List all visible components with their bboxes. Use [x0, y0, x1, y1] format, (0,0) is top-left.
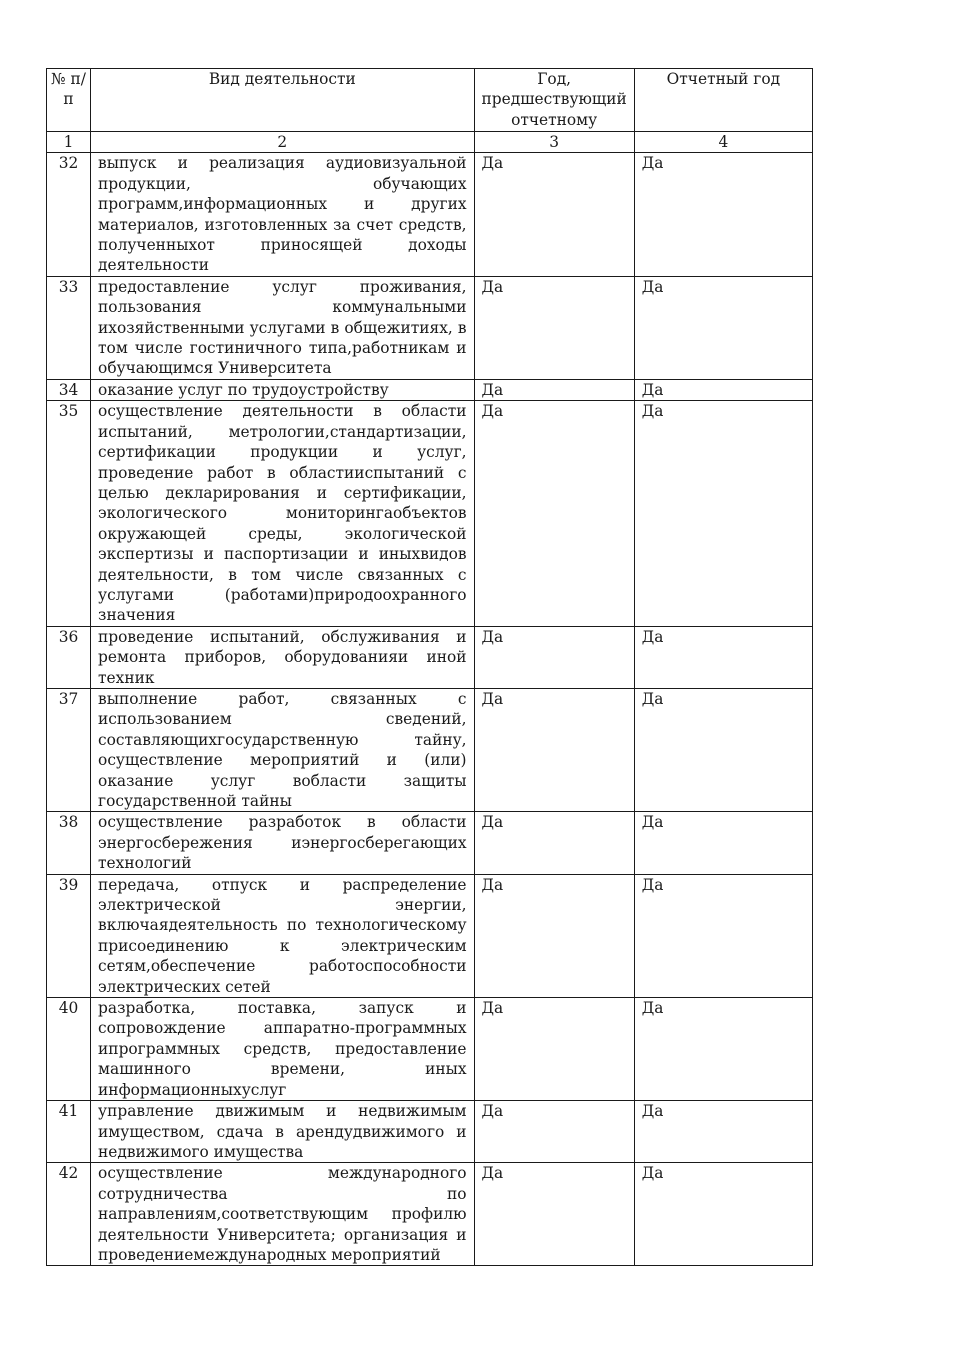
row-report-year-value: Да [634, 812, 812, 874]
row-number: 39 [47, 874, 91, 997]
row-number: 38 [47, 812, 91, 874]
column-numbers-row [47, 132, 813, 153]
header-num: № п/п [47, 69, 91, 132]
table-row [47, 626, 813, 688]
table-row [47, 998, 813, 1101]
header-prev-year: Год, предшествующий отчетному [474, 69, 634, 132]
row-prev-year-value: Да [474, 1163, 634, 1266]
row-activity: оказание услуг по трудоустройству [91, 379, 475, 400]
header-activity: Вид деятельности [91, 69, 475, 132]
table-row [47, 812, 813, 874]
row-activity: осуществление деятельности в области испытаний, метрологии,стандартизации, сертификации продукции и услуг, проведение работ в областииспытаний с целью декларирования и сертификации, экологического мониторингаобъектов окружающей среды, экологической экспертизы и паспортизации и иныхвидов деятельности, в том числе связанных с услугами (работами)природоохранного значения [91, 401, 475, 626]
row-number: 35 [47, 401, 91, 626]
row-number: 32 [47, 153, 91, 276]
table-row [47, 153, 813, 276]
row-prev-year-value: Да [474, 688, 634, 811]
column-number: 2 [91, 132, 475, 153]
header-report-year: Отчетный год [634, 69, 812, 132]
row-prev-year-value: Да [474, 998, 634, 1101]
table-body [47, 132, 813, 1266]
row-prev-year-value: Да [474, 379, 634, 400]
row-number: 36 [47, 626, 91, 688]
row-prev-year-value: Да [474, 153, 634, 276]
row-activity: передача, отпуск и распределение электрической энергии, включаядеятельность по технологическому присоединению к электрическим сетям,обеспечение работоспособности электрических сетей [91, 874, 475, 997]
row-prev-year-value: Да [474, 276, 634, 379]
row-prev-year-value: Да [474, 1101, 634, 1163]
row-activity: осуществление международного сотрудничества по направлениям,соответствующим профилю деятельности Университета; организация и проведениемеждународных мероприятий [91, 1163, 475, 1266]
row-prev-year-value: Да [474, 626, 634, 688]
row-report-year-value: Да [634, 276, 812, 379]
row-report-year-value: Да [634, 688, 812, 811]
row-activity: управление движимым и недвижимым имуществом, сдача в арендудвижимого и недвижимого имущества [91, 1101, 475, 1163]
row-number: 40 [47, 998, 91, 1101]
row-report-year-value: Да [634, 626, 812, 688]
row-activity: осуществление разработок в области энергосбережения иэнергосберегающих технологий [91, 812, 475, 874]
column-number: 4 [634, 132, 812, 153]
table-row [47, 688, 813, 811]
table-row [47, 874, 813, 997]
row-prev-year-value: Да [474, 812, 634, 874]
row-activity: выпуск и реализация аудиовизуальной продукции, обучающих программ,информационных и других материалов, изготовленных за счет средств, полученныхот приносящей доходы деятельности [91, 153, 475, 276]
row-activity: проведение испытаний, обслуживания и ремонта приборов, оборудованияи иной техник [91, 626, 475, 688]
row-number: 41 [47, 1101, 91, 1163]
row-report-year-value: Да [634, 1101, 812, 1163]
row-report-year-value: Да [634, 379, 812, 400]
row-activity: предоставление услуг проживания, пользования коммунальными ихозяйственными услугами в общежитиях, в том числе гостиничного типа,работникам и обучающимся Университета [91, 276, 475, 379]
row-prev-year-value: Да [474, 401, 634, 626]
row-number: 33 [47, 276, 91, 379]
row-report-year-value: Да [634, 1163, 812, 1266]
header-row [47, 69, 813, 132]
table-row [47, 1101, 813, 1163]
row-report-year-value: Да [634, 874, 812, 997]
row-report-year-value: Да [634, 153, 812, 276]
row-number: 42 [47, 1163, 91, 1266]
table-row [47, 379, 813, 400]
row-prev-year-value: Да [474, 874, 634, 997]
row-number: 37 [47, 688, 91, 811]
row-activity: выполнение работ, связанных с использованием сведений, составляющихгосударственную тайну, осуществление мероприятий и (или) оказание услуг вобласти защиты государственной тайны [91, 688, 475, 811]
row-number: 34 [47, 379, 91, 400]
table-row [47, 1163, 813, 1266]
row-report-year-value: Да [634, 998, 812, 1101]
table-row [47, 401, 813, 626]
row-activity: разработка, поставка, запуск и сопровождение аппаратно-программных ипрограммных средств, предоставление машинного времени, иных информационныхуслуг [91, 998, 475, 1101]
activities-table [46, 68, 813, 1266]
column-number: 3 [474, 132, 634, 153]
row-report-year-value: Да [634, 401, 812, 626]
table-row [47, 276, 813, 379]
column-number: 1 [47, 132, 91, 153]
